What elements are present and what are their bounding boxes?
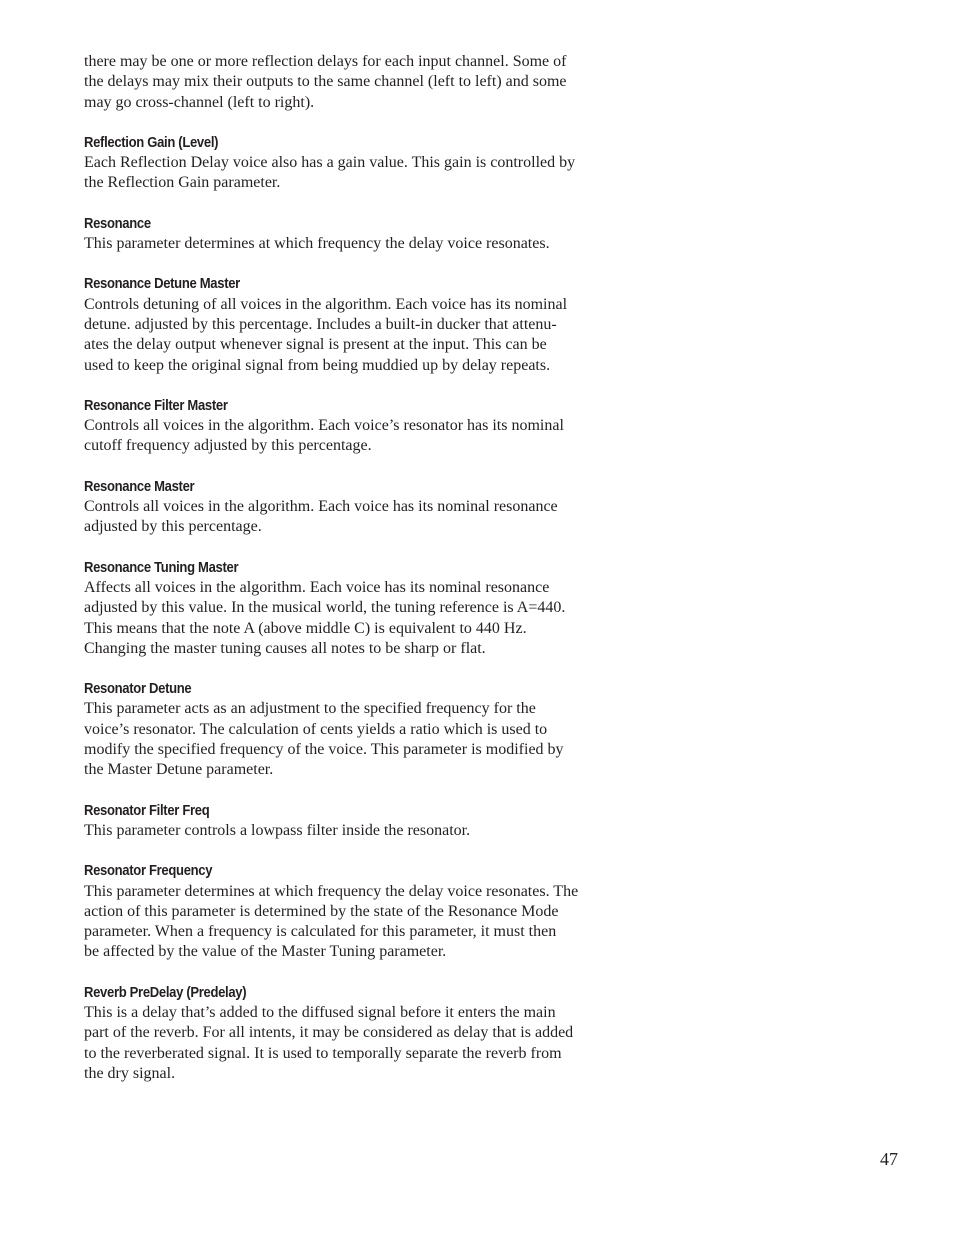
body-line: adjusted by this percentage. xyxy=(84,518,262,536)
body-line: Controls detuning of all voices in the algorithm. Each voice has its nominal xyxy=(84,295,568,313)
section-body xyxy=(84,153,604,194)
section-body xyxy=(84,821,604,841)
body-line: adjusted by this value. In the musical world, the tuning reference is A=440. xyxy=(84,599,566,617)
body-line: ates the delay output whenever signal is present at the input. This can be xyxy=(84,336,547,354)
body-line: This parameter determines at which frequency the delay voice resonates. The xyxy=(84,882,579,900)
body-line: the dry signal. xyxy=(84,1064,176,1082)
body-line: cutoff frequency adjusted by this percentage. xyxy=(84,437,372,455)
section-reflection-gain xyxy=(84,133,604,194)
section-resonance-master xyxy=(84,477,604,538)
section-resonance-detune-master xyxy=(84,274,604,375)
section-resonance xyxy=(84,214,604,255)
section-resonator-filter-freq xyxy=(84,801,604,842)
section-resonator-frequency xyxy=(84,861,604,962)
section-resonance-tuning-master xyxy=(84,558,604,659)
intro-line: may go cross-channel (left to right). xyxy=(84,93,315,111)
body-line: voice’s resonator. The calculation of cents yields a ratio which is used to xyxy=(84,720,548,738)
body-line: to the reverberated signal. It is used to temporally separate the reverb from xyxy=(84,1044,562,1062)
body-line: Controls all voices in the algorithm. Each voice’s resonator has its nominal xyxy=(84,417,564,435)
section-body xyxy=(84,234,604,254)
section-resonance-filter-master xyxy=(84,396,604,457)
section-heading: Resonance Tuning Master xyxy=(84,559,239,576)
body-line: This parameter controls a lowpass filter inside the resonator. xyxy=(84,821,471,839)
section-body xyxy=(84,497,604,538)
intro-line: the delays may mix their outputs to the same channel (left to left) and some xyxy=(84,73,567,91)
section-body xyxy=(84,882,604,963)
document-page xyxy=(84,52,604,1084)
intro-line: there may be one or more reflection delays for each input channel. Some of xyxy=(84,53,567,70)
intro-paragraph xyxy=(84,52,604,113)
body-line: This parameter acts as an adjustment to the specified frequency for the xyxy=(84,700,536,718)
section-body xyxy=(84,699,604,780)
body-line: action of this parameter is determined by the state of the Resonance Mode xyxy=(84,902,559,920)
body-line: This means that the note A (above middle C) is equivalent to 440 Hz. xyxy=(84,619,527,637)
body-line: Affects all voices in the algorithm. Each voice has its nominal resonance xyxy=(84,578,550,596)
body-line: modify the specified frequency of the voice. This parameter is modified by xyxy=(84,741,564,759)
section-body xyxy=(84,295,604,376)
body-line: part of the reverb. For all intents, it may be considered as delay that is added xyxy=(84,1024,574,1042)
body-line: Each Reflection Delay voice also has a gain value. This gain is controlled by xyxy=(84,154,576,172)
section-heading: Reverb PreDelay (Predelay) xyxy=(84,984,247,1001)
section-heading: Resonance Master xyxy=(84,478,195,495)
body-line: the Reflection Gain parameter. xyxy=(84,174,281,192)
section-body xyxy=(84,416,604,457)
body-line: detune. adjusted by this percentage. Includes a built-in ducker that attenu- xyxy=(84,315,557,333)
section-heading: Resonance Detune Master xyxy=(84,276,240,293)
section-heading: Resonance Filter Master xyxy=(84,397,228,414)
section-body xyxy=(84,578,604,659)
body-line: This is a delay that’s added to the diffused signal before it enters the main xyxy=(84,1003,556,1021)
body-line: the Master Detune parameter. xyxy=(84,761,274,779)
body-line: be affected by the value of the Master Tuning parameter. xyxy=(84,943,447,961)
body-line: Changing the master tuning causes all notes to be sharp or flat. xyxy=(84,639,486,657)
body-line: This parameter determines at which frequency the delay voice resonates. xyxy=(84,235,550,253)
section-heading: Reflection Gain (Level) xyxy=(84,134,219,151)
section-heading: Resonator Filter Freq xyxy=(84,802,210,819)
section-body xyxy=(84,1003,604,1084)
section-resonator-detune xyxy=(84,679,604,780)
section-heading: Resonance xyxy=(84,215,151,232)
body-line: used to keep the original signal from being muddied up by delay repeats. xyxy=(84,356,551,374)
section-reverb-predelay xyxy=(84,983,604,1084)
section-heading: Resonator Frequency xyxy=(84,863,213,880)
page-number: 47 xyxy=(880,1149,898,1169)
body-line: parameter. When a frequency is calculated for this parameter, it must then xyxy=(84,923,557,941)
section-heading: Resonator Detune xyxy=(84,681,192,698)
body-line: Controls all voices in the algorithm. Each voice has its nominal resonance xyxy=(84,498,558,516)
